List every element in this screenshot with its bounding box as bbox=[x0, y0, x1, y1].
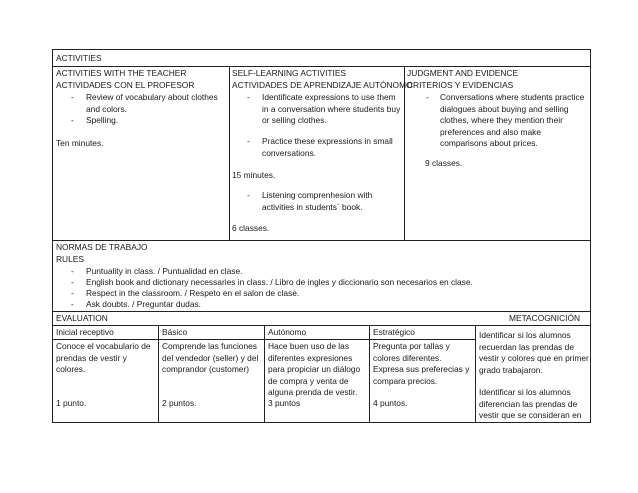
rule-item: English book and dictionary necessaries in class. / Libro de ingles y diccionario son necesarios en clase. bbox=[86, 277, 473, 287]
metacognition-text: Identificar si los alumnos recuerdan las prendas de vestir y colores que en primer grado trabajaron. bbox=[479, 330, 589, 375]
table-rule bbox=[475, 325, 476, 423]
col1-subtitle: ACTIVIDADES CON EL PROFESOR bbox=[56, 80, 195, 90]
col2-time: 15 minutes. bbox=[232, 170, 276, 180]
level-description: Hace buen uso de las diferentes expresiones para propiciar un diálogo de compra y venta de alguna prenda de vestir. bbox=[268, 341, 361, 398]
col1-title: ACTIVITIES WITH THE TEACHER bbox=[56, 68, 187, 78]
bullet-dash: - bbox=[71, 266, 74, 276]
rule-item: Ask doubts. / Preguntar dudas. bbox=[86, 299, 201, 309]
bullet-dash: - bbox=[71, 92, 74, 102]
level-header: Básico bbox=[162, 327, 188, 337]
level-points: 2 puntos. bbox=[162, 398, 197, 408]
table-rule bbox=[52, 311, 591, 312]
level-header: Autónomo bbox=[268, 327, 307, 337]
section-title: ACTIVITIES bbox=[56, 53, 102, 63]
col3-title: JUDGMENT AND EVIDENCE bbox=[407, 68, 519, 78]
col1-item: Review of vocabulary about clothes and colors. bbox=[86, 92, 218, 114]
bullet-dash: - bbox=[247, 190, 250, 200]
table-rule bbox=[52, 66, 591, 67]
col1-item: Spelling. bbox=[86, 115, 119, 125]
bullet-dash: - bbox=[247, 92, 250, 102]
col2-subtitle: ACTIVIDADES DE APRENDIZAJE AUTÓNOMO bbox=[232, 80, 413, 90]
bullet-dash: - bbox=[247, 136, 250, 146]
table-rule bbox=[52, 240, 591, 241]
col3-item: Conversations where students practice dialogues about buying and selling clothes, where they mention their preferences and also make comparisons about prices. bbox=[440, 92, 585, 149]
evaluation-label: EVALUATION bbox=[56, 313, 108, 323]
bullet-dash: - bbox=[71, 277, 74, 287]
level-description: Conoce el vocabulario de prendas de vestir y colores. bbox=[56, 341, 151, 375]
col2-time: 6 classes. bbox=[232, 223, 270, 233]
col2-item: Listening comprenhesion with activities in students´ book. bbox=[262, 190, 373, 212]
level-description: Comprende las funciones del vendedor (seller) y del comprandor (customer) bbox=[162, 341, 259, 375]
bullet-dash: - bbox=[71, 299, 74, 309]
level-points: 3 puntos bbox=[268, 398, 301, 408]
bullet-dash: - bbox=[71, 115, 74, 125]
col2-title: SELF-LEARNING ACTIVITIES bbox=[232, 68, 347, 78]
col1-time: Ten minutes. bbox=[56, 138, 104, 148]
level-header: Inicial receptivo bbox=[56, 327, 114, 337]
table-rule bbox=[229, 66, 230, 240]
rule-item: Puntuality in class. / Puntualidad en clase. bbox=[86, 266, 243, 276]
metacognicion-label: METACOGNICIÓN bbox=[509, 313, 581, 323]
rule-item: Respect in the classroom. / Respeto en el salon de clase. bbox=[86, 288, 300, 298]
table-rule bbox=[404, 66, 405, 240]
col2-item: Identificate expressions to use them in a conversation where students buy or selling clothes. bbox=[262, 92, 401, 126]
bullet-dash: - bbox=[71, 288, 74, 298]
metacognition-text: Identificar si los alumnos diferencian las prendas de vestir que se consideran en bbox=[479, 387, 582, 421]
col2-item: Practice these expressions in small conversations. bbox=[262, 136, 393, 158]
level-description: Pregunta por tallas y colores diferentes. Expresa sus preferecias y compara precios. bbox=[373, 341, 470, 386]
col3-time: 9 classes. bbox=[425, 158, 463, 168]
table-rule bbox=[52, 339, 475, 340]
table-rule bbox=[52, 325, 591, 326]
level-points: 4 puntos. bbox=[373, 398, 408, 408]
level-points: 1 punto. bbox=[56, 398, 87, 408]
col3-subtitle: CRITERIOS Y EVIDENCIAS bbox=[407, 80, 514, 90]
bullet-dash: - bbox=[426, 92, 429, 102]
level-header: Estratégico bbox=[373, 327, 415, 337]
rules-title: NORMAS DE TRABAJO bbox=[56, 242, 148, 252]
rules-subtitle: RULES bbox=[56, 254, 84, 264]
